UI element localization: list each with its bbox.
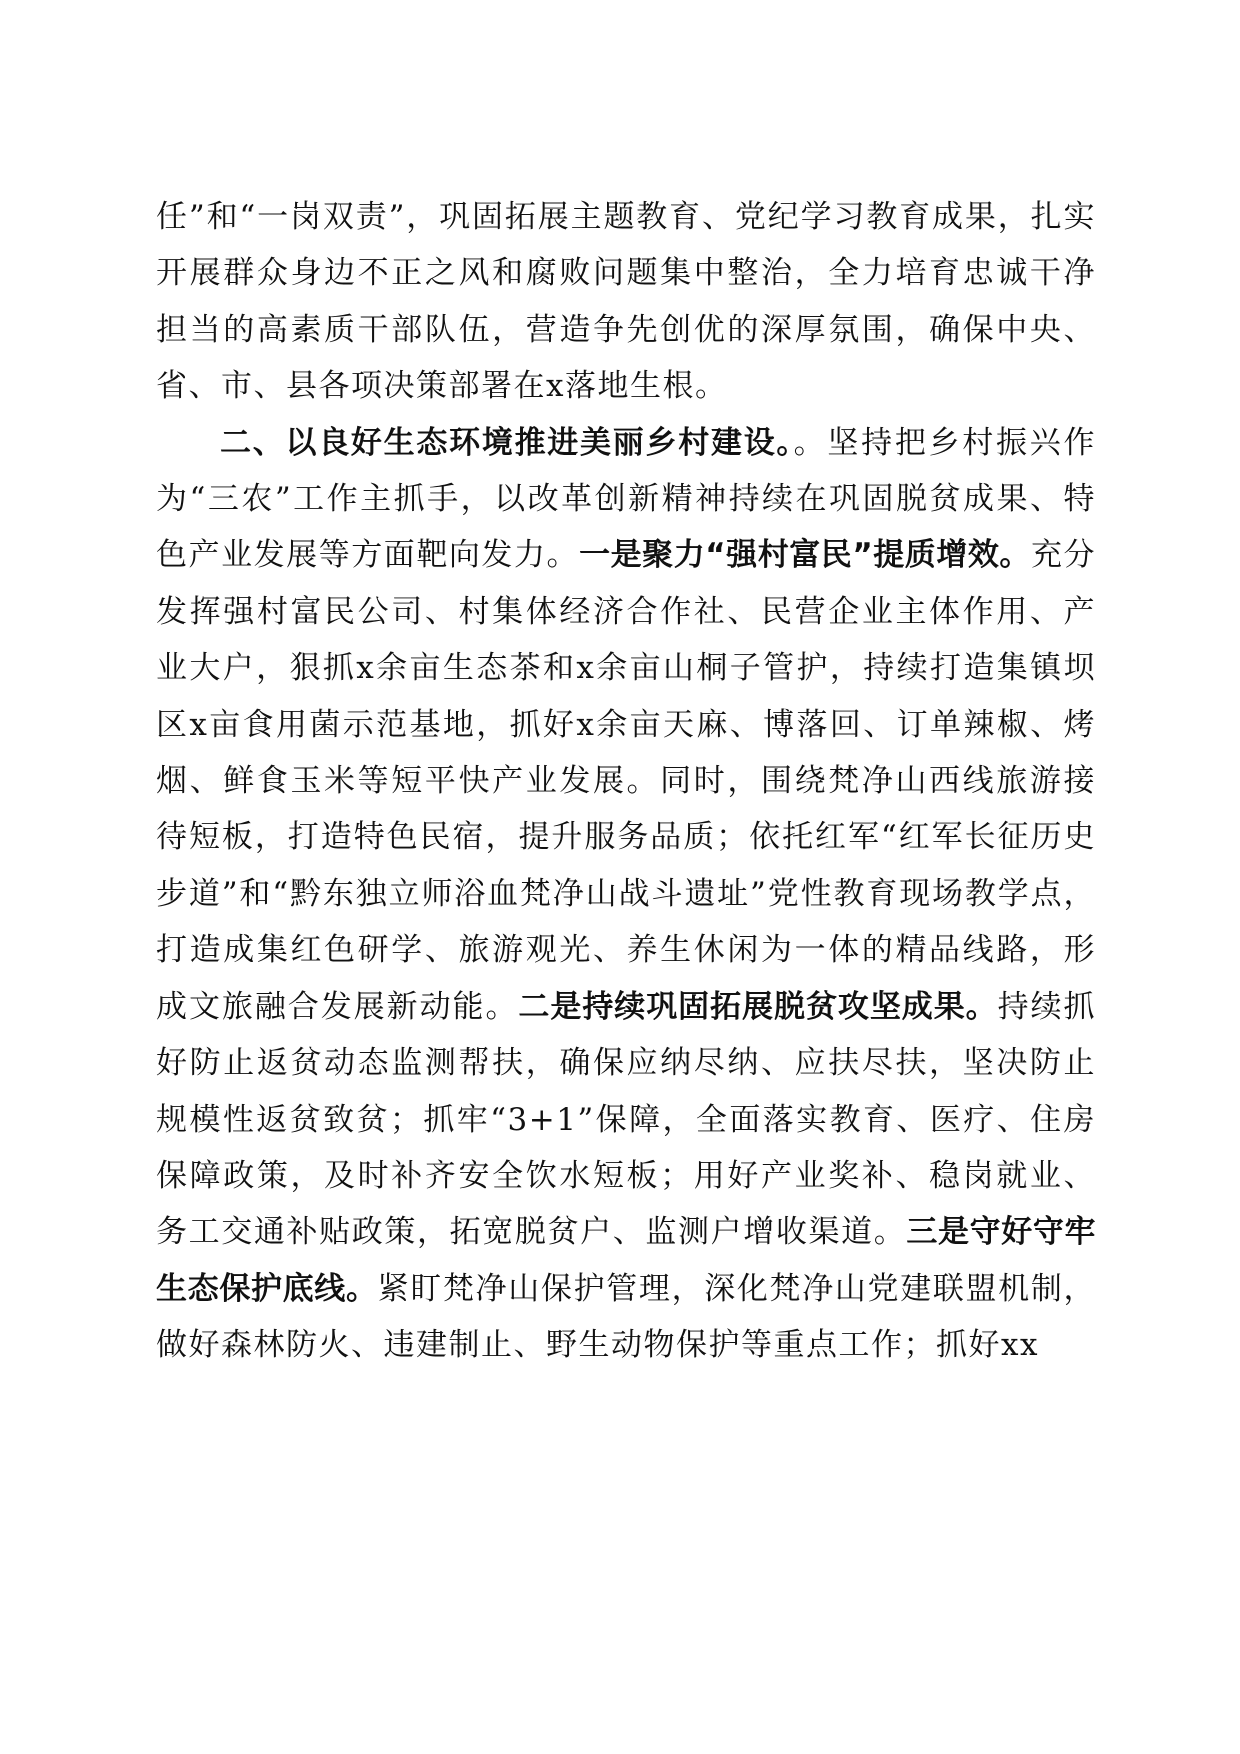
paragraph-section-two [156, 415, 1096, 1374]
point-three-title: 三是守好守牢生态保护底线。 [156, 1214, 1096, 1307]
point-three-text: 紧盯梵净山保护管理，深化梵净山党建联盟机制，做好森林防火、违建制止、野生动物保护等重点工作；抓好xx [156, 1270, 1096, 1364]
point-one-text: 充分发挥强村富民公司、村集体经济合作社、民营企业主体作用、产业大户，狠抓x余亩生态茶和x余亩山桐子管护，持续打造集镇坝区x亩食用菌示范基地，抓好x余亩天麻、博落回、订单辣椒、烤烟、鲜食玉米等短平快产业发展。同时，围绕梵净山西线旅游接待短板，打造特色民宿，提升服务品质；依托红军“红军长征历史步道”和“黔东独立师浴血梵净山战斗遗址”党性教育现场教学点，打造成集红色研学、旅游观光、养生休闲为一体的精品线路，形成文旅融合发展新动能。 [156, 537, 1097, 1025]
point-two-text: 持续抓好防止返贫动态监测帮扶，确保应纳尽纳、应扶尽扶，坚决防止规模性返贫致贫；抓牢“3+1”保障，全面落实教育、医疗、住房保障政策，及时补齐安全饮水短板；用好产业奖补、稳岗就业、务工交通补贴政策，拓宽脱贫户、监测户增收渠道。 [156, 988, 1097, 1251]
point-one-title: 一是聚力“强村富民”提质增效。 [579, 537, 1031, 574]
document-body [156, 189, 1096, 1374]
paragraph-continuation [156, 189, 1096, 415]
section-intro: 。坚持把乡村振兴作为“三农”工作主抓手，以改革创新精神持续在巩固脱贫成果、特色产业发展等方面靶向发力。 [156, 424, 1097, 574]
section-heading: 二、以良好生态环境推进美丽乡村建设。 [220, 424, 794, 461]
point-two-title: 二是持续巩固拓展脱贫攻坚成果。 [518, 988, 998, 1025]
paragraph-text: 任”和“一岗双责”，巩固拓展主题教育、党纪学习教育成果，扎实开展群众身边不正之风和腐败问题集中整治，全力培育忠诚干净担当的高素质干部队伍，营造争先创优的深厚氛围，确保中央、省、市、县各项决策部署在x落地生根。 [156, 199, 1096, 405]
